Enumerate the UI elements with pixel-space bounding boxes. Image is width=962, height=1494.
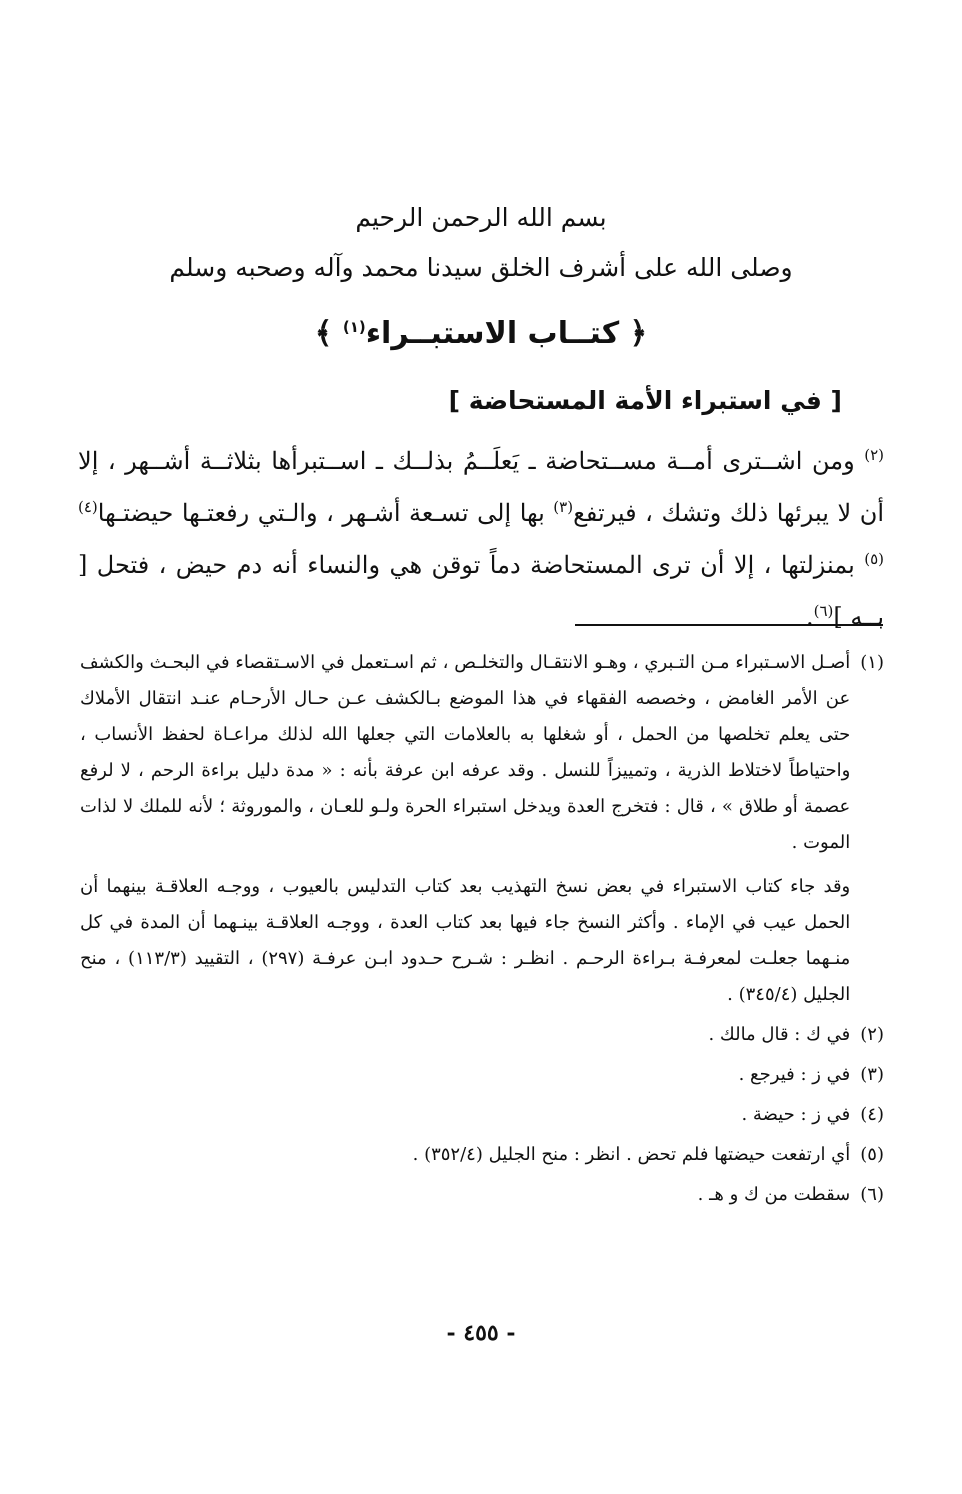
footnote-number: (٣) xyxy=(860,1064,884,1085)
title-open-bracket: ﴿ xyxy=(629,316,648,351)
title-footnote-ref[interactable]: (١) xyxy=(342,318,366,336)
footnote-number: (٦) xyxy=(860,1184,884,1205)
main-text-end: . xyxy=(805,603,814,631)
footnote-body: أي ارتفعت حيضتها فلم تحض . انظر : منح الجليل (٣٥٢/٤) . xyxy=(412,1144,851,1165)
footnote-number: (١) xyxy=(860,652,884,673)
footnote-number: (٢) xyxy=(860,1024,884,1045)
page-number: - ٤٥٥ - xyxy=(446,1320,516,1346)
footnote-body: في ك : قال مالك . xyxy=(708,1024,851,1045)
footnote-ref-4-5[interactable]: (٤)(٥) xyxy=(78,498,884,568)
footnote-ref-6[interactable]: (٦) xyxy=(813,602,834,620)
footnote-number: (٤) xyxy=(860,1104,884,1125)
footnote-1-paragraph-1: أصـل الاسـتبراء مـن التـبري ، وهـو الانتقـال والتخلـص ، ثم اسـتعمل في الاسـتقصاء في البحـث والكشف عن الأمر الغامض ، وخصصه الفقهاء في هذا الموضع بـالكشف عـن حـال الأرحـام عنـد انتقال الأملاك حتى يعلم تخلصها من الحمل ، أو شغلها به بالعلامات التي جعلها الله لذلك مراعـاة لحفظ الأنساب ، واحتياطاً لاختلاط الذرية ، وتمييزاً للنسل . وقد عرفه ابن عرفة بأنه : « مدة دليل براءة الرحم ، لا لرفع عصمة أو طلاق » ، قال : فتخرج العدة ويدخل استبراء الحرة ولـو للعـان ، والموروثة ؛ لأنه للملك لا لذات الموت . xyxy=(80,652,851,853)
main-text xyxy=(78,435,884,643)
footnote-1 xyxy=(80,645,884,1013)
salawat-line: وصلى الله على أشرف الخلق سيدنا محمد وآله وصحبه وسلم xyxy=(169,253,793,282)
footnote-6 xyxy=(80,1177,884,1213)
main-text-part-3: بمنزلتها ، إلا أن ترى المستحاضة دماً توقن هي والنساء أنه دم حيض ، فتحل [ بــه ] xyxy=(78,551,884,631)
book-title xyxy=(0,312,962,356)
footnote-3 xyxy=(80,1057,884,1093)
footnote-ref-3[interactable]: (٣) xyxy=(553,498,574,516)
main-text-part-1: ومن اشــترى أمــة مســتحاضة ـ يَعلَــمُ بذلــك ـ اســتبرأها بثلاثــة أشــهر ، إلا أن لا يبرئها ذلك وتشك ، فيرتفع xyxy=(78,447,884,527)
footnotes xyxy=(80,645,884,1213)
footnote-separator xyxy=(575,624,883,626)
footnote-body: سقطت من ك و هـ . xyxy=(697,1184,851,1205)
footnote-body: في ز : حيضة . xyxy=(741,1104,851,1125)
footnote-1-paragraph-2: وقد جاء كتاب الاستبراء في بعض نسخ التهذيب بعد كتاب التدليس بالعيوب ، ووجـه العلاقـة بينهما أن الحمل عيب في الإماء . وأكثر النسخ جاء فيها بعد كتاب العدة ، ووجـه العلاقـة بينـهما أن المدة في كل منـهما جعلـت لمعرفـة بـراءة الرحـم . انظـر : شـرح حـدود ابـن عرفـة (٢٩٧) ، التقييد (١١٣/٣) ، منح الجليل (٣٤٥/٤) . xyxy=(80,876,851,1005)
footnote-5 xyxy=(80,1137,884,1173)
footnote-number: (٥) xyxy=(860,1144,884,1165)
title-close-bracket: ﴾ xyxy=(314,316,333,351)
section-heading: [ في استبراء الأمة المستحاضة ] xyxy=(448,386,842,415)
footnote-4 xyxy=(80,1097,884,1133)
main-paragraph xyxy=(78,435,884,643)
title-text: كتــاب الاستبــراء xyxy=(365,316,620,351)
main-text-part-2: بها إلى تسـعة أشـهر ، والـتي رفعتـها حيضتـها xyxy=(97,499,545,527)
basmala: بسم الله الرحمن الرحيم xyxy=(355,203,607,232)
footnote-2 xyxy=(80,1017,884,1053)
footnote-body: في ز : فيرجع . xyxy=(738,1064,851,1085)
footnote-ref-2[interactable]: (٢) xyxy=(864,446,884,464)
footnote-body xyxy=(80,645,850,1013)
